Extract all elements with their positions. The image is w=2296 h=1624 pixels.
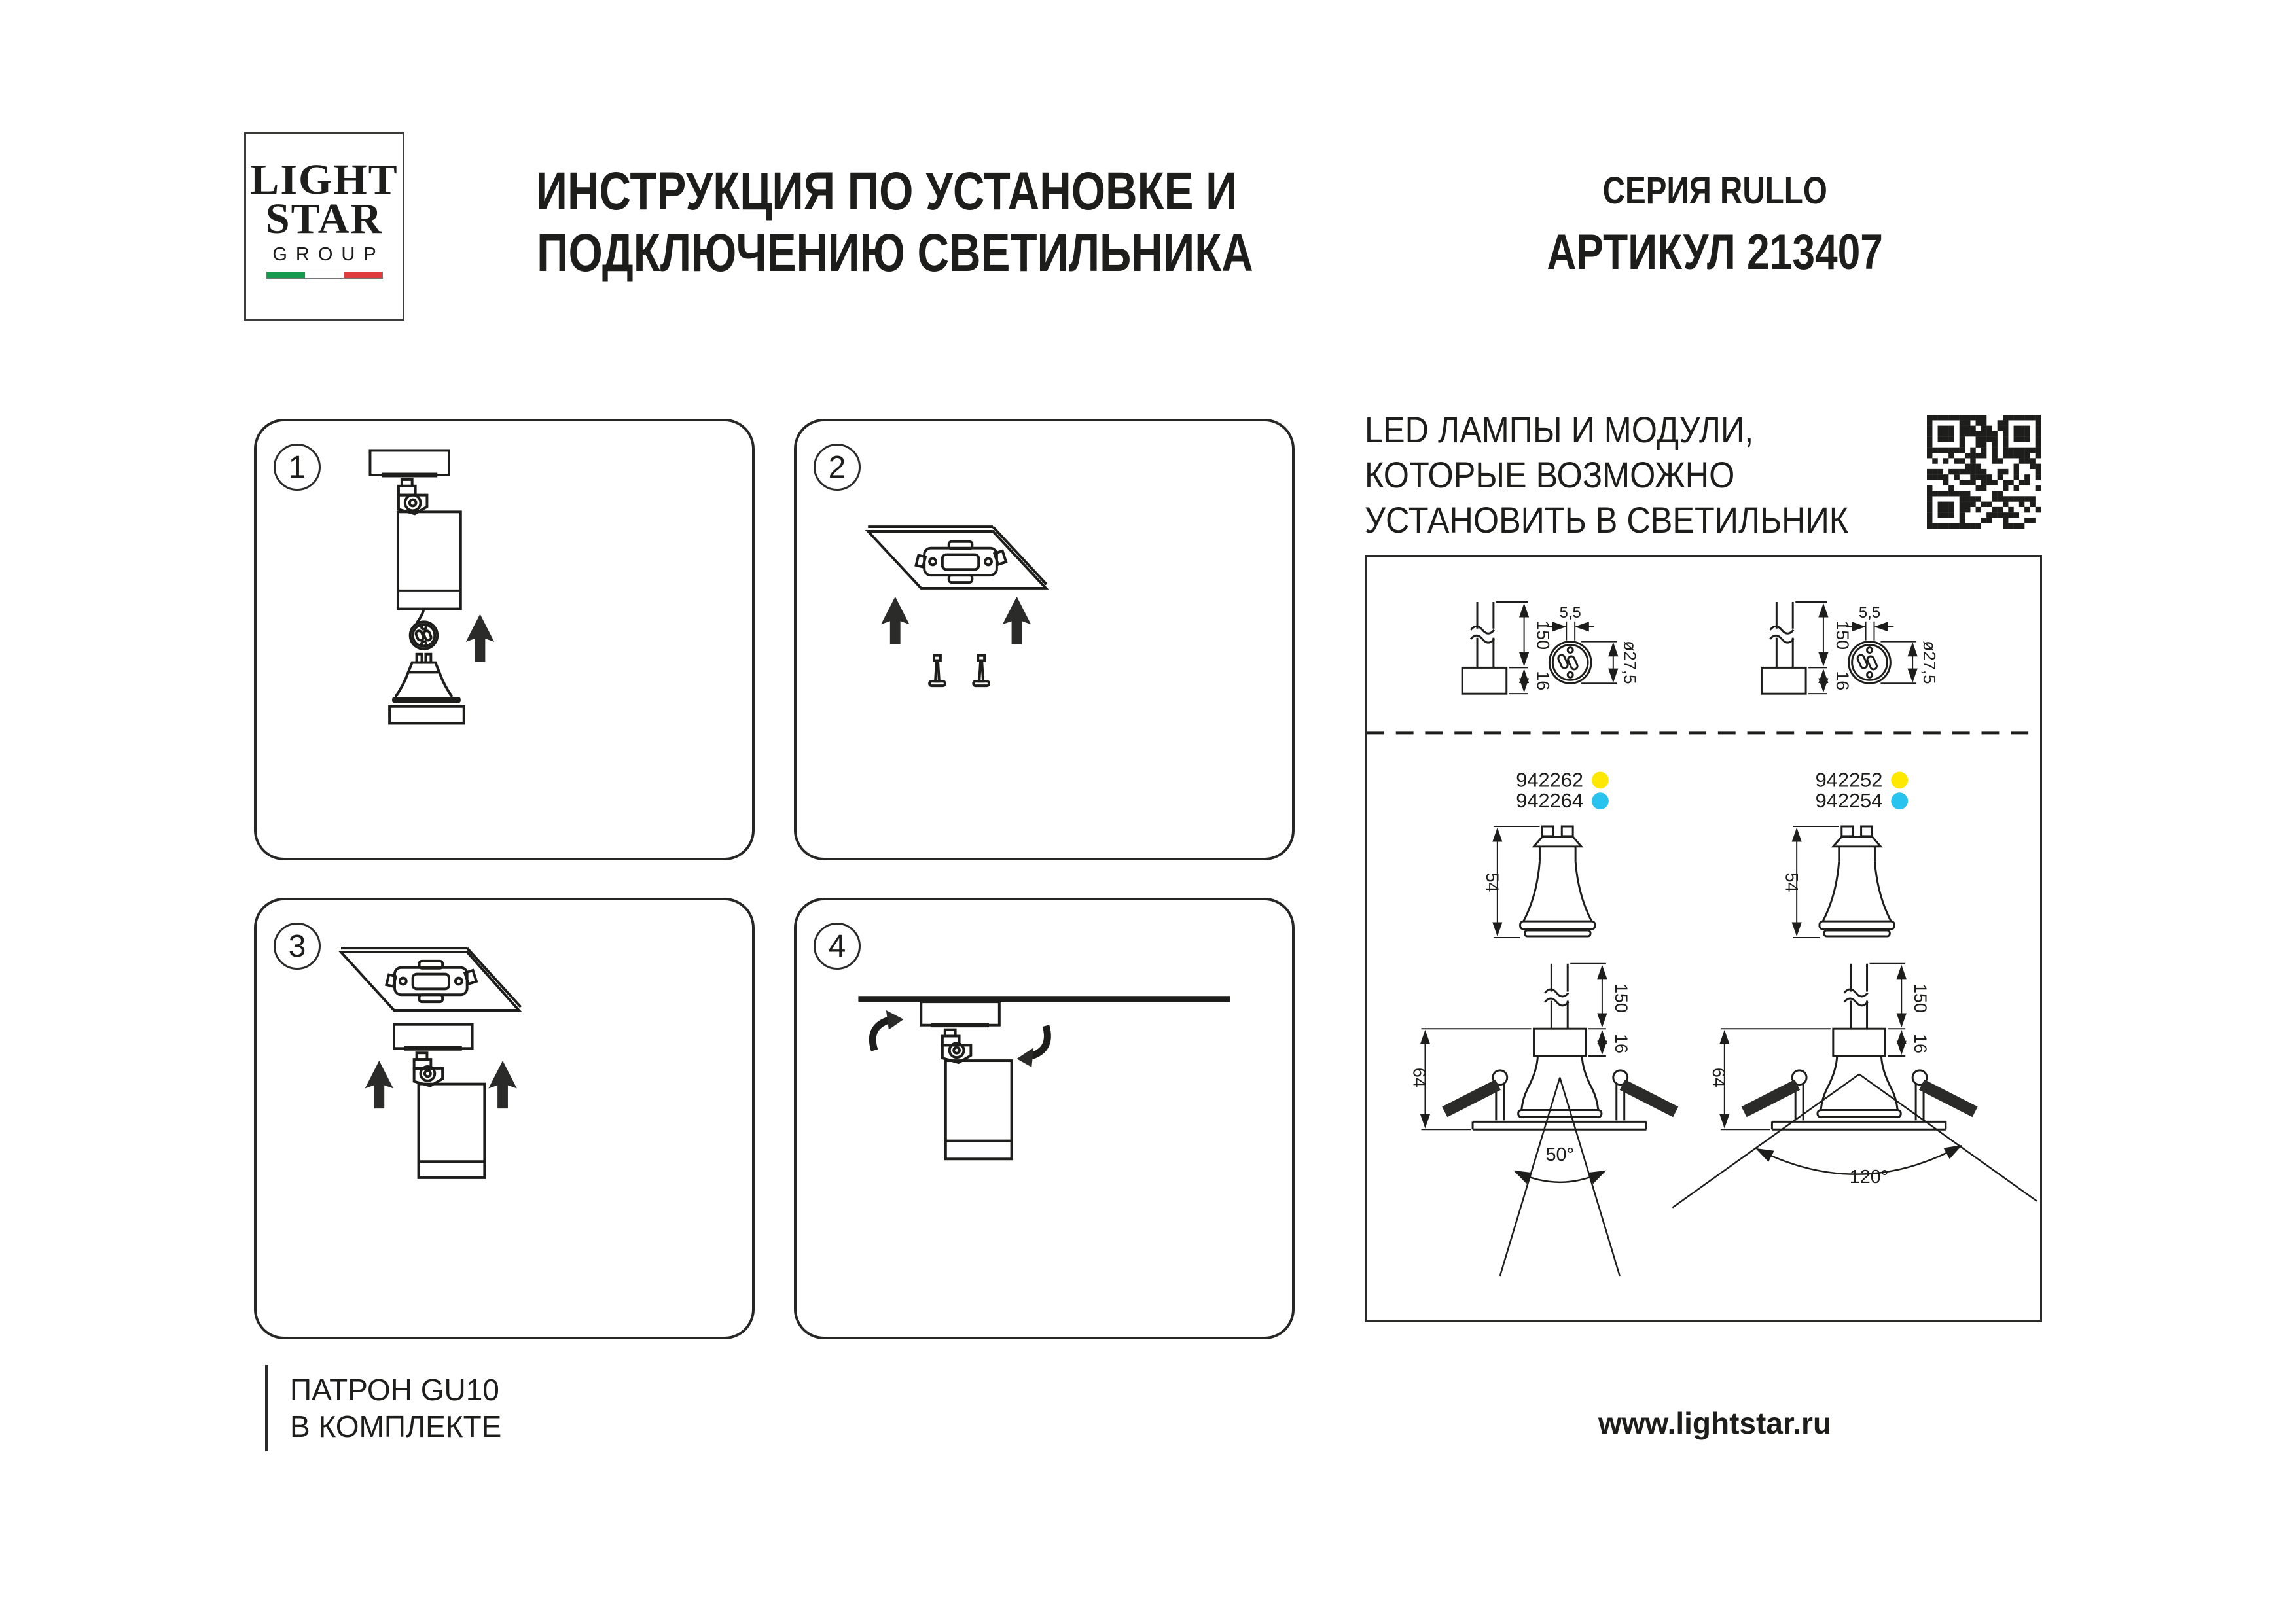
fixture-plate (921, 1002, 999, 1025)
step-panel-4 (794, 898, 1295, 1339)
led-note-line3: УСТАНОВИТЬ В СВЕТИЛЬНИК (1365, 499, 1849, 540)
step1-diagram-insert-lamp (257, 421, 752, 858)
warm-white-dot (1592, 771, 1609, 788)
footer-divider-bar (265, 1365, 268, 1451)
step-number-2: 2 (814, 444, 861, 491)
lamp-code: 942264 (1516, 789, 1584, 813)
included-line2: В КОМПЛЕКТЕ (290, 1409, 502, 1443)
ceiling-line (858, 996, 1230, 1002)
screw (973, 656, 989, 686)
fixture-body (398, 512, 461, 609)
led-compatibility-note (1365, 407, 1902, 542)
lamp-spec-drawing (1367, 557, 2040, 1320)
gu10-lamp-right (1782, 826, 1894, 938)
lamp-code: 942262 (1516, 768, 1584, 792)
ceiling-slab (868, 531, 1046, 588)
lamp-code: 942252 (1815, 768, 1883, 792)
fixture-plate (394, 1025, 473, 1049)
flag-green (267, 272, 306, 278)
italian-flag-stripe (266, 272, 383, 279)
up-arrow-icon (488, 1061, 516, 1108)
logo-word-light: LIGHT (250, 156, 399, 203)
up-arrow-icon (365, 1061, 393, 1108)
lamp-spec-box (1365, 555, 2042, 1322)
rotate-arrow-icon (1017, 1026, 1048, 1067)
step4-diagram-rotate-fixture (797, 900, 1292, 1337)
series-label: СЕРИЯ RULLO (1602, 169, 1827, 212)
step-panel-1 (254, 419, 755, 860)
step-number-1: 1 (274, 444, 321, 491)
beam-cone-50 (1500, 1078, 1620, 1276)
title-line-1: ИНСТРУКЦИЯ ПО УСТАНОВКЕ И (536, 162, 1238, 221)
logo-word-star: STAR (265, 195, 384, 243)
beam-cone-120 (1672, 1074, 2037, 1208)
up-arrow-icon (466, 614, 494, 662)
fixture-body (419, 1084, 485, 1178)
lamp-code: 942254 (1815, 789, 1883, 813)
page-title (458, 161, 1316, 284)
up-arrow-icon (881, 597, 909, 644)
flag-white (305, 272, 344, 278)
led-note-line2: КОТОРЫЕ ВОЗМОЖНО (1365, 454, 1735, 495)
included-line1: ПАТРОН GU10 (290, 1373, 499, 1407)
cool-white-dot (1891, 792, 1908, 809)
step-number-4: 4 (814, 923, 861, 970)
lightstar-logo (244, 132, 404, 321)
socket-drawing-left (1462, 602, 1639, 694)
fixture-body (946, 1061, 1012, 1159)
rotate-arrow-icon (872, 1010, 903, 1050)
step3-diagram-attach-fixture (257, 900, 752, 1337)
mount-drawing-left (1410, 964, 1679, 1130)
qr-code (1927, 415, 2041, 529)
step-number-3: 3 (274, 923, 321, 970)
beam-angle-label: 50° (1545, 1144, 1575, 1166)
lamp-rim (392, 697, 461, 703)
mounting-bracket (386, 961, 476, 1002)
step2-diagram-mount-bracket (797, 421, 1292, 858)
warm-white-dot (1891, 771, 1908, 788)
logo-word-group: GROUP (272, 244, 385, 265)
step-panel-3 (254, 898, 755, 1339)
mount-drawing-right (1709, 964, 1978, 1130)
up-arrow-icon (1003, 597, 1031, 644)
flag-red (344, 272, 382, 278)
socket-drawing-right (1761, 602, 1938, 694)
article-number: АРТИКУЛ 213407 (1547, 224, 1883, 280)
step-panel-2 (794, 419, 1295, 860)
gu10-lamp-left (1482, 826, 1595, 938)
bottom-plate (389, 707, 464, 724)
screw (929, 656, 945, 686)
cool-white-dot (1592, 792, 1609, 809)
gu10-lamp-cap (408, 663, 439, 673)
included-socket-note (290, 1371, 501, 1445)
mounting-bracket (916, 542, 1007, 582)
website-link[interactable]: www.lightstar.ru (1598, 1406, 1832, 1440)
led-note-line1: LED ЛАМПЫ И МОДУЛИ, (1365, 409, 1754, 450)
ceiling-plate (370, 450, 449, 475)
beam-angle-label: 120° (1849, 1166, 1889, 1188)
title-line-2: ПОДКЛЮЧЕНИЮ СВЕТИЛЬНИКА (537, 223, 1253, 283)
